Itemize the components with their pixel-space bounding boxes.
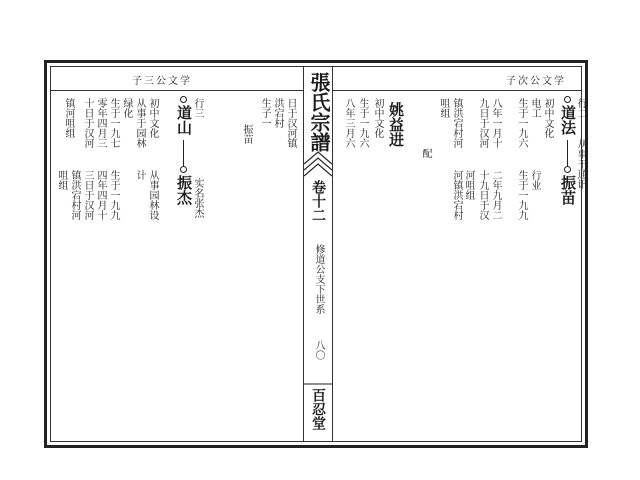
left-col3: 初中文化 xyxy=(147,98,158,138)
right-col13: 河镇洪宕村 xyxy=(451,170,462,220)
right-col9: 二年九月二 xyxy=(490,170,501,220)
spine-title: 張氏宗譜 xyxy=(307,72,331,152)
right-col1: 行二 xyxy=(575,98,586,118)
right-col2: 从事于通讯 xyxy=(575,139,586,189)
right-col15: 河咀组 xyxy=(463,170,474,200)
left-col9: 生于一九九 xyxy=(108,170,119,220)
spine-section: 修道公支下世系 xyxy=(313,244,324,314)
right-person1-marker xyxy=(564,96,571,103)
left-lineage-line xyxy=(183,140,184,166)
left-col12: 十日于汉河 xyxy=(82,98,93,148)
spine-volume: 卷十二 xyxy=(310,180,326,222)
spine-page-number: 八〇 xyxy=(313,340,324,360)
left-col14: 镇河咀组 xyxy=(63,98,74,138)
left-col4: 从事园林设 xyxy=(147,170,158,220)
right-col5: 行业 xyxy=(529,170,540,190)
right-col8: 八年一月十 xyxy=(490,98,501,148)
right-col14: 咀组 xyxy=(438,98,449,118)
right-col18: 八年三月六 xyxy=(343,98,354,148)
right-col3: 初中文化 xyxy=(542,98,553,138)
right-person2-name: 振苗 xyxy=(559,175,577,205)
left-col11: 四年四月十 xyxy=(95,170,106,220)
right-col4: 电工 xyxy=(529,98,540,118)
left-col-b: 洪宕村 xyxy=(272,98,283,128)
left-col-a: 日于汉河镇 xyxy=(285,98,296,148)
left-header: 子三公文学 xyxy=(132,76,192,87)
left-person1-marker xyxy=(180,96,187,103)
right-col16: 初中文化 xyxy=(372,98,383,138)
right-col17: 生于一九六 xyxy=(357,98,368,148)
left-col6: 计 xyxy=(134,170,145,180)
right-spouse-name: 姚益进 xyxy=(387,102,405,147)
left-person1-name: 道山 xyxy=(175,105,193,135)
left-col10: 零年四月三 xyxy=(95,98,106,148)
right-header: 子次公文学 xyxy=(506,76,566,87)
left-header-rule xyxy=(50,90,303,91)
left-col7: 绿化 xyxy=(121,98,132,118)
left-col15: 镇洪宕村河 xyxy=(69,170,80,220)
right-header-rule xyxy=(333,90,582,91)
left-col2: 实名张杰 xyxy=(192,178,203,218)
right-spouse-marker: 配 xyxy=(420,148,431,158)
left-col-d: 振苗 xyxy=(241,124,252,144)
right-col12: 镇洪宕村河 xyxy=(451,98,462,148)
right-col6: 生于一九六 xyxy=(516,98,527,148)
left-col8: 生于一九七 xyxy=(108,98,119,148)
right-person1-name: 道法 xyxy=(559,105,577,135)
left-col5: 从事于园林 xyxy=(134,98,145,148)
left-col-c: 生子一 xyxy=(259,98,270,128)
left-col16: 咀组 xyxy=(56,170,67,190)
right-col10: 九日于汉河 xyxy=(477,98,488,148)
right-col11: 十九日于汉 xyxy=(477,170,488,220)
right-person2-marker xyxy=(564,166,571,173)
left-person2-marker xyxy=(180,166,187,173)
right-lineage-line xyxy=(567,140,568,166)
left-col1: 行三 xyxy=(192,98,203,118)
left-col13: 三日于汉河 xyxy=(82,170,93,220)
spine-hall-name: 百忍堂 xyxy=(310,388,326,430)
right-col7: 生于一九九 xyxy=(516,170,527,220)
left-person2-name: 振杰 xyxy=(175,175,193,205)
